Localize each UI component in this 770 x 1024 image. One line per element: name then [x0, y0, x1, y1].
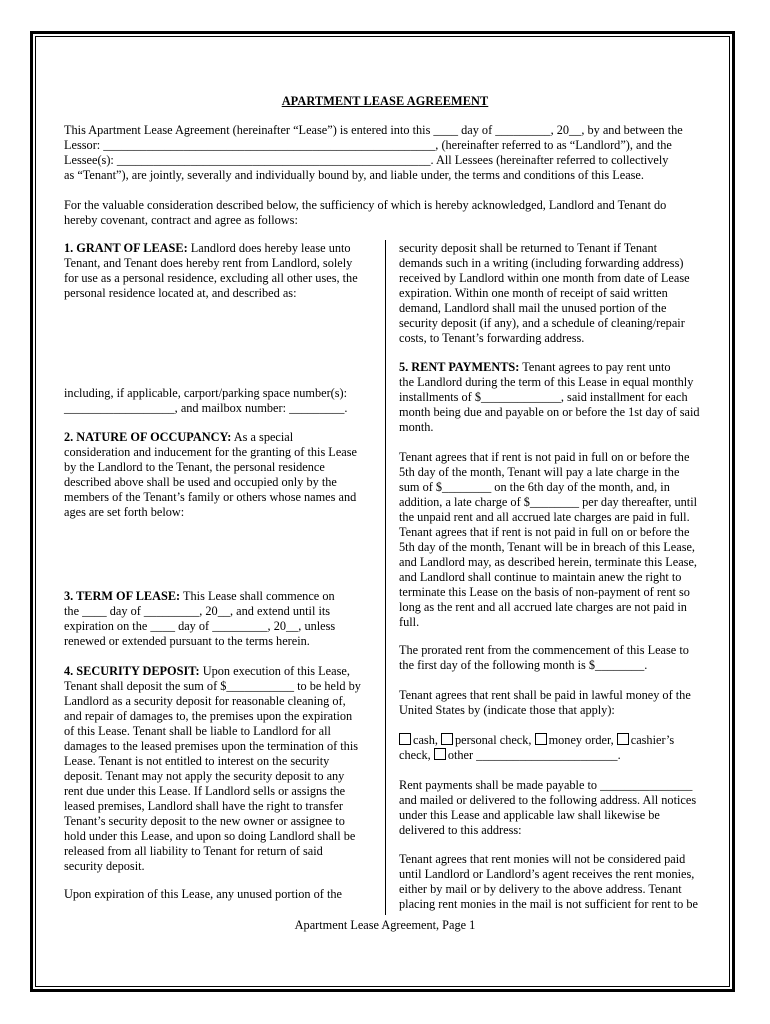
- section-line: Upon expiration of this Lease, any unused portion of the: [64, 887, 342, 901]
- intro-line: as “Tenant”), are jointly, severally and individually bound by, and liable under, the terms and conditions of this Lease.: [64, 168, 644, 182]
- section-line: security deposit shall be returned to Tenant if Tenant: [399, 241, 658, 255]
- section-line: under this Lease and applicable law shall likewise be: [399, 808, 660, 822]
- checkbox-label: cash,: [413, 733, 438, 747]
- intro-paragraph: [64, 123, 704, 183]
- rent-monies-paragraph: [399, 852, 713, 912]
- section-line: by the Landlord to the Tenant, the personal residence: [64, 460, 325, 474]
- section-line: 5th day of the month, Tenant will pay a late charge in the: [399, 465, 680, 479]
- section-line: ages are set forth below:: [64, 505, 185, 519]
- section-line: rent due under this Lease. If Landlord sells or assigns the: [64, 784, 346, 798]
- section-line: security deposit (if any), and a schedule of cleaning/repair: [399, 316, 685, 330]
- section-line: renewed or extended pursuant to the terms herein.: [64, 634, 310, 648]
- section-heading: 4. SECURITY DEPOSIT:: [64, 664, 200, 678]
- personal-check-checkbox[interactable]: [441, 733, 453, 745]
- document-title: APARTMENT LEASE AGREEMENT: [281, 94, 489, 108]
- intro-line: This Apartment Lease Agreement (hereinafter “Lease”) is entered into this ____ day of _________, 20__, by and between the: [64, 123, 683, 137]
- section-line: Rent payments shall be made payable to _______________: [399, 778, 693, 792]
- section-line: Tenant agrees that rent shall be paid in lawful money of the: [399, 688, 691, 702]
- column-divider: [385, 240, 386, 915]
- section-line: for use as a personal residence, excluding all other uses, the: [64, 271, 358, 285]
- lawful-money-paragraph: [399, 688, 713, 718]
- prorated-rent-paragraph: [399, 643, 713, 673]
- section-line: demands such in a writing (including forwarding address): [399, 256, 684, 270]
- cashiers-check-checkbox[interactable]: [617, 733, 629, 745]
- section-line: delivered to this address:: [399, 823, 522, 837]
- section-line: received by Landlord within one month from date of Lease: [399, 271, 690, 285]
- section-line: long as the rent and all accrued late charges are not paid in: [399, 600, 687, 614]
- deposit-continued: [64, 887, 376, 902]
- page-footer: Apartment Lease Agreement, Page 1: [294, 918, 476, 932]
- deposit-return-paragraph: [399, 241, 713, 346]
- section-line: Tenant, and Tenant does hereby rent from Landlord, solely: [64, 256, 353, 270]
- section-text: As a special: [231, 430, 294, 444]
- checkbox-label: personal check,: [455, 733, 532, 747]
- section-text: Tenant agrees to pay rent unto: [519, 360, 671, 374]
- section-line: full.: [399, 615, 420, 629]
- checkbox-label: check,: [399, 748, 431, 762]
- section-line: United States by (indicate those that apply):: [399, 703, 615, 717]
- section-line: leased premises, Landlord shall have the right to transfer: [64, 799, 343, 813]
- section-line: members of the Tenant’s family or others whose names and: [64, 490, 357, 504]
- section-line: The prorated rent from the commencement of this Lease to: [399, 643, 689, 657]
- carport-paragraph: [64, 386, 376, 416]
- intro-line: Lessee(s): ___________________________________________________. All Lessees (hereinafter referred to collectively: [64, 153, 669, 167]
- intro-line: Lessor: ______________________________________________________, (hereinafter referred to as “Landlord”), and the: [64, 138, 672, 152]
- consideration-line: For the valuable consideration described below, the sufficiency of which is hereby acknowledged, Landlord and Tenant do: [64, 198, 667, 212]
- checkbox-label: cashier’s: [630, 733, 675, 747]
- section-line: Tenant shall deposit the sum of $___________ to be held by: [64, 679, 361, 693]
- section-line: hold under this Lease, and upon so doing Landlord shall be: [64, 829, 356, 843]
- consideration-paragraph: [64, 198, 704, 228]
- section-line: damages to the leased premises upon the termination of this: [64, 739, 359, 753]
- section-line: Lease. Tenant is not entitled to interest on the security: [64, 754, 330, 768]
- other-checkbox[interactable]: [434, 748, 446, 760]
- cash-checkbox[interactable]: [399, 733, 411, 745]
- section-line: Tenant agrees that rent monies will not be considered paid: [399, 852, 686, 866]
- money-order-checkbox[interactable]: [535, 733, 547, 745]
- section-line: placing rent monies in the mail is not sufficient for rent to be: [399, 897, 698, 911]
- section-line: terminate this Lease on the basis of non-payment of rent so: [399, 585, 690, 599]
- section-line: expiration on the ____ day of _________, 20__, unless: [64, 619, 336, 633]
- section-line: 5th day of the month, Tenant will be in breach of this Lease,: [399, 540, 696, 554]
- section-line: and Landlord shall continue to maintain anew the right to: [399, 570, 682, 584]
- section-line: the Landlord during the term of this Lease in equal monthly: [399, 375, 694, 389]
- section-line: the first day of the following month is $________.: [399, 658, 648, 672]
- section-line: month being due and payable on or before the 1st day of said: [399, 405, 700, 419]
- section-line: personal residence located at, and described as:: [64, 286, 297, 300]
- section-line: sum of $________ on the 6th day of the month, and, in: [399, 480, 670, 494]
- section-security-deposit: [64, 664, 376, 874]
- section-heading: 5. RENT PAYMENTS:: [399, 360, 520, 374]
- section-heading: 2. NATURE OF OCCUPANCY:: [64, 430, 232, 444]
- section-line: Landlord as a security deposit for reasonable cleaning of,: [64, 694, 346, 708]
- section-grant-of-lease: [64, 241, 376, 301]
- section-line: described above shall be used and occupied only by the: [64, 475, 337, 489]
- section-line: until Landlord or Landlord’s agent receives the rent monies,: [399, 867, 695, 881]
- section-line: and mailed or delivered to the following address. All notices: [399, 793, 697, 807]
- section-line: Tenant agrees that if rent is not paid in full on or before the: [399, 525, 690, 539]
- payable-to-paragraph: [399, 778, 713, 838]
- section-line: costs, to Tenant’s forwarding address.: [399, 331, 585, 345]
- section-line: either by mail or by delivery to the above address. Tenant: [399, 882, 682, 896]
- section-line: demand, Landlord shall mail the unused portion of the: [399, 301, 667, 315]
- section-nature-of-occupancy: [64, 430, 376, 520]
- consideration-line: hereby covenant, contract and agree as follows:: [64, 213, 298, 227]
- section-line: deposit. Tenant may not apply the security deposit to any: [64, 769, 345, 783]
- checkbox-label: other _______________________.: [447, 748, 621, 762]
- section-line: of this Lease. Tenant shall be liable to Landlord for all: [64, 724, 331, 738]
- section-line: expiration. Within one month of receipt of said written: [399, 286, 668, 300]
- carport-line: __________________, and mailbox number: _________.: [64, 401, 348, 415]
- section-line: month.: [399, 420, 434, 434]
- section-text: Upon execution of this Lease,: [199, 664, 350, 678]
- section-text: Landlord does hereby lease unto: [187, 241, 351, 255]
- section-line: and repair of damages to, the premises upon the expiration: [64, 709, 353, 723]
- section-term-of-lease: [64, 589, 376, 649]
- section-line: Tenant’s security deposit to the new owner or assignee to: [64, 814, 345, 828]
- section-rent-payments: [399, 360, 713, 435]
- section-text: This Lease shall commence on: [180, 589, 335, 603]
- checkbox-label: money order,: [548, 733, 614, 747]
- section-heading: 3. TERM OF LEASE:: [64, 589, 181, 603]
- section-line: the unpaid rent and all accrued late charges are paid in full.: [399, 510, 690, 524]
- late-charge-paragraph: [399, 450, 713, 630]
- carport-line: including, if applicable, carport/parking space number(s):: [64, 386, 348, 400]
- payment-method-options: [399, 733, 713, 763]
- section-line: and Landlord may, as described herein, terminate this Lease,: [399, 555, 697, 569]
- section-line: the ____ day of _________, 20__, and extend until its: [64, 604, 331, 618]
- section-heading: 1. GRANT OF LEASE:: [64, 241, 188, 255]
- section-line: Tenant agrees that if rent is not paid in full on or before the: [399, 450, 690, 464]
- section-line: security deposit.: [64, 859, 145, 873]
- section-line: consideration and inducement for the granting of this Lease: [64, 445, 357, 459]
- section-line: addition, a late charge of $________ per day thereafter, until: [399, 495, 698, 509]
- section-line: installments of $_____________, said installment for each: [399, 390, 688, 404]
- section-line: released from all liability to Tenant for return of said: [64, 844, 323, 858]
